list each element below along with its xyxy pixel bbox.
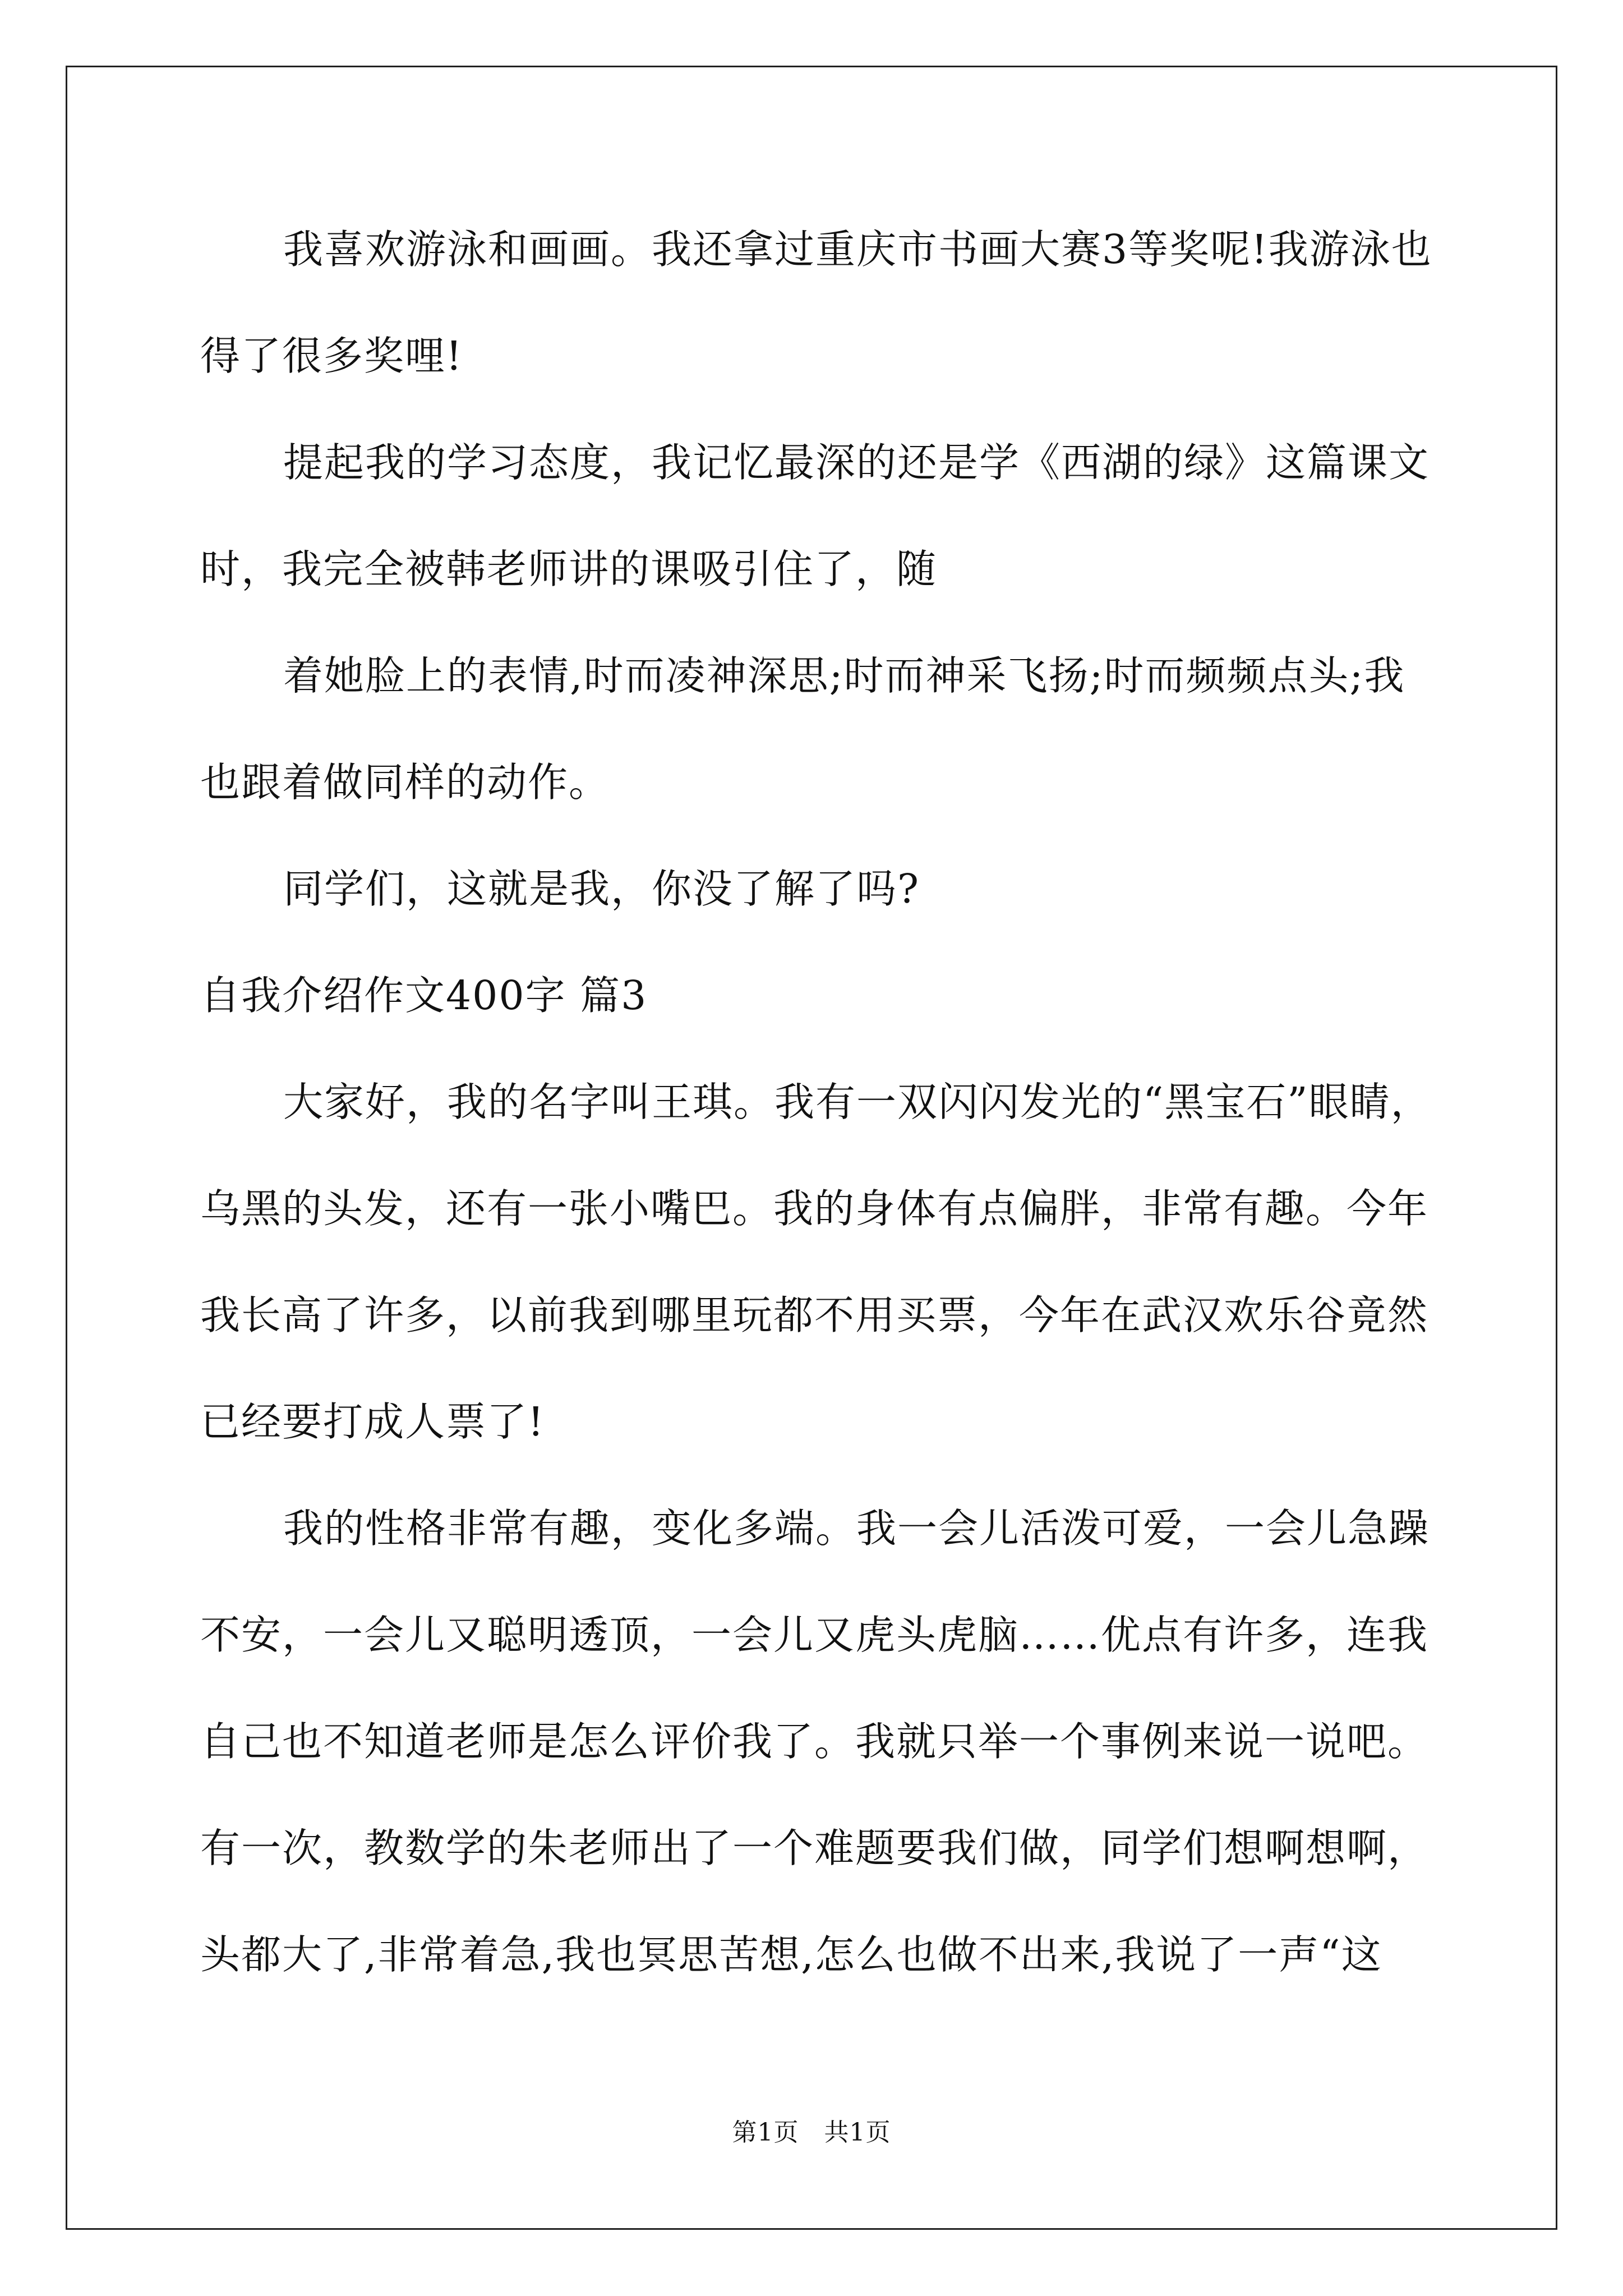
paragraph-line: 我的性格非常有趣，变化多端。我一会儿活泼可爱，一会儿急躁 [283,1505,1430,1552]
page-border [66,66,1557,2230]
paragraph-line: 同学们，这就是我，你没了解了吗? [283,866,920,912]
paragraph-line: 得了很多奖哩! [200,333,463,379]
paragraph-line: 我喜欢游泳和画画。我还拿过重庆市书画大赛3等奖呢!我游泳也 [283,226,1432,273]
paragraph-line: 着她脸上的表情,时而凌神深思;时而神采飞扬;时而频频点头;我 [283,652,1405,699]
paragraph-line: 时，我完全被韩老师讲的课吸引住了，随 [200,546,938,592]
paragraph-line: 大家好，我的名字叫王琪。我有一双闪闪发光的“黑宝石”眼睛， [283,1079,1432,1125]
paragraph-line: 已经要打成人票了! [200,1398,545,1445]
paragraph-line: 有一次，教数学的朱老师出了一个难题要我们做，同学们想啊想啊， [200,1825,1429,1871]
paragraph-line: 也跟着做同样的动作。 [200,759,610,806]
paragraph-line: 乌黑的头发，还有一张小嘴巴。我的身体有点偏胖，非常有趣。今年 [200,1185,1429,1232]
paragraph-line: 提起我的学习态度，我记忆最深的还是学《西湖的绿》这篇课文 [283,439,1430,486]
paragraph-line: 我长高了许多，以前我到哪里玩都不用买票，今年在武汉欢乐谷竟然 [200,1292,1429,1338]
paragraph-line: 不安，一会儿又聪明透顶，一会儿又虎头虎脑……优点有许多，连我 [200,1612,1429,1658]
paragraph-line: 头都大了,非常着急,我也冥思苦想,怎么也做不出来,我说了一声“这 [200,1931,1382,1978]
section-heading: 自我介绍作文400字 篇3 [200,972,648,1019]
paragraph-line: 自己也不知道老师是怎么评价我了。我就只举一个事例来说一说吧。 [200,1718,1429,1765]
page-footer: 第1页 共1页 [732,2118,891,2147]
